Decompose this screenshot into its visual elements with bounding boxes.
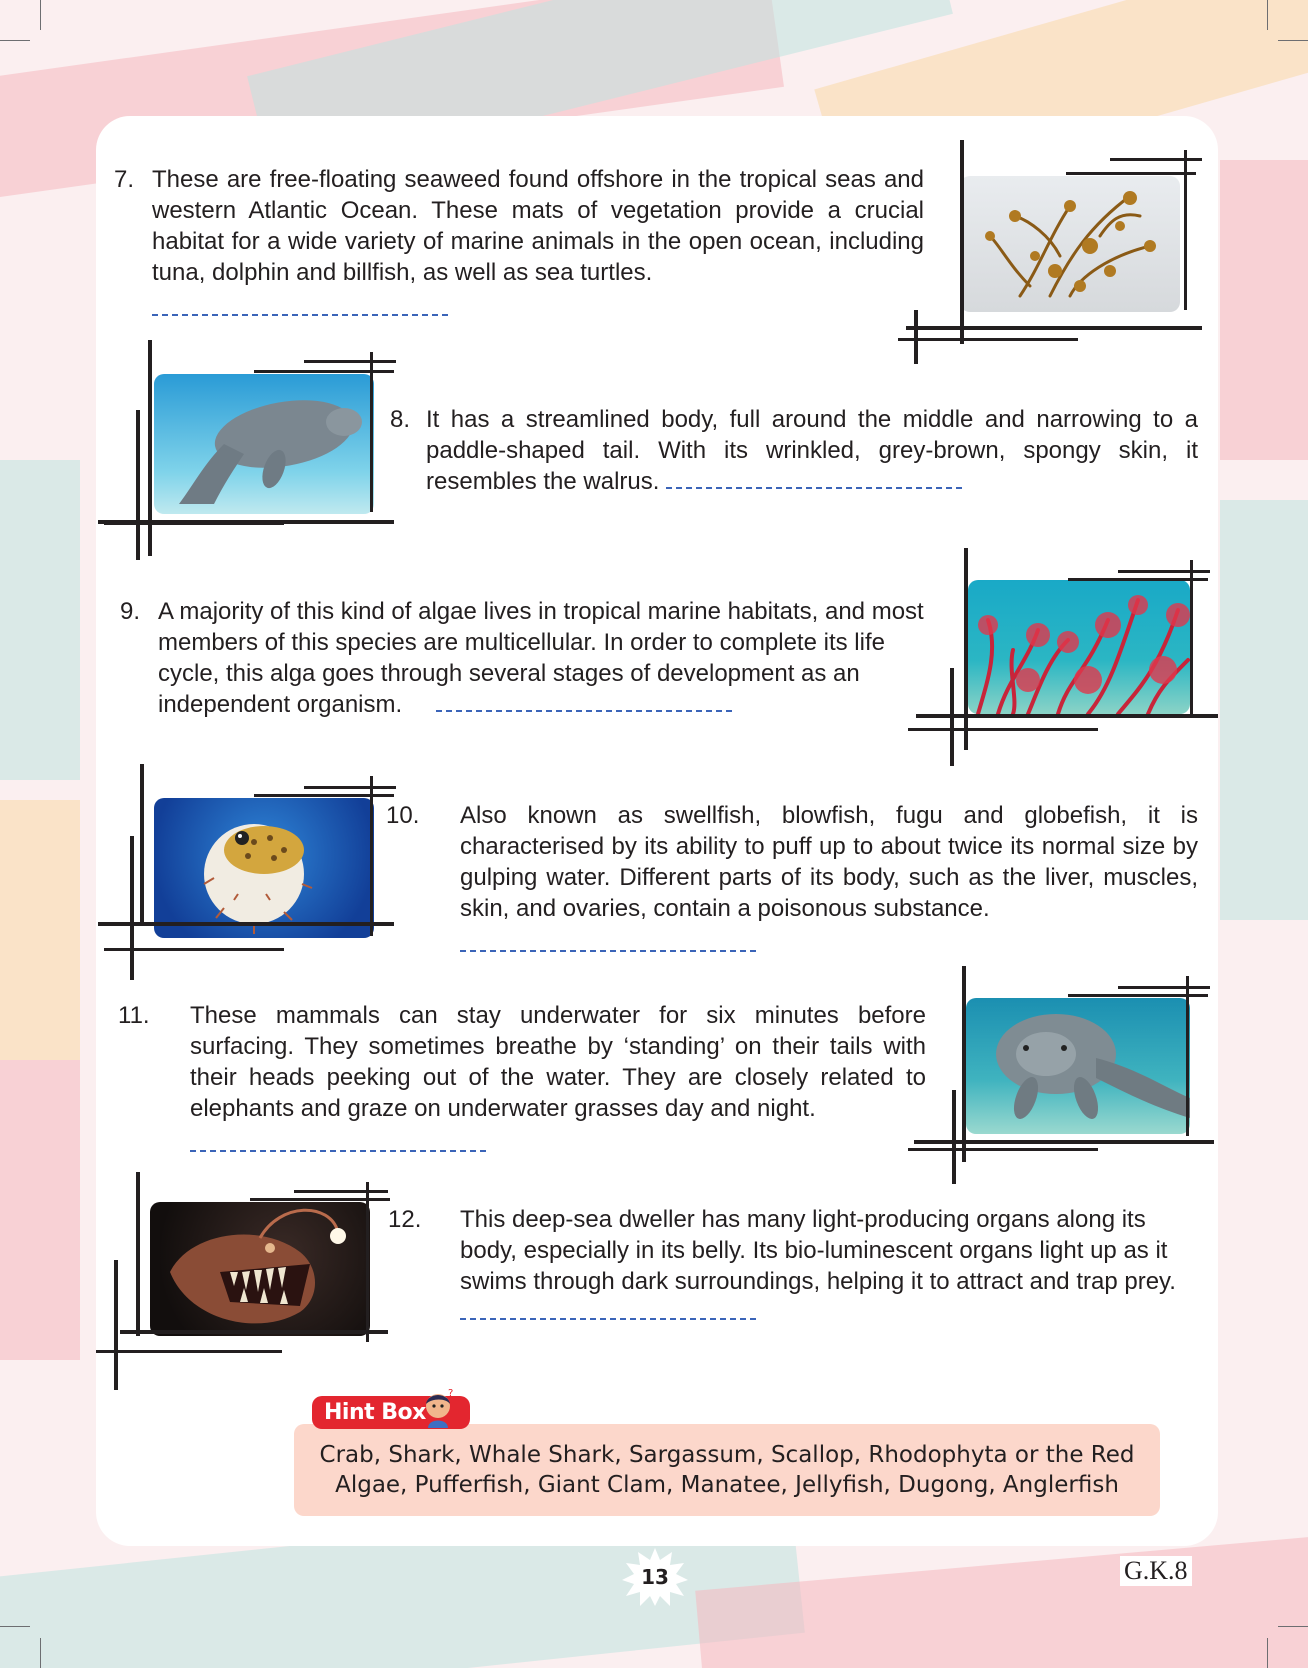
question-9: [120, 596, 932, 720]
question-number: 10.: [386, 802, 420, 829]
question-number: 8.: [390, 406, 411, 433]
answer-blank[interactable]: [460, 1300, 756, 1320]
pufferfish-image: [154, 798, 374, 938]
manatee-image: [154, 374, 374, 514]
question-text: These mammals can stay underwater for six minutes before surfacing. They sometimes breathe by ‘standing’ on their tails with their heads peeking out of the water. They are closely related to elephants and graze on underwater grasses day and night.: [190, 1002, 926, 1122]
question-number: 9.: [120, 598, 141, 625]
question-10: [386, 800, 1198, 952]
answer-blank[interactable]: [460, 930, 756, 952]
sargassum-image-frame: [910, 140, 1210, 364]
manatee-image-frame: [104, 340, 404, 564]
answer-blank[interactable]: [152, 294, 448, 316]
page-number: 13: [641, 1565, 669, 1589]
anglerfish-image-frame: [100, 1172, 400, 1390]
question-text: Also known as swellfish, blowfish, fugu and globefish, it is characterised by its ability to puff up to about twice its normal size by gulping water. Different parts of its body, such as the liver, muscles, skin, and ovaries, contain a poisonous substance.: [460, 802, 1198, 922]
question-8: [390, 404, 1198, 497]
anglerfish-image: [150, 1202, 370, 1336]
page-number-badge: [622, 1548, 688, 1606]
pufferfish-image-frame: [104, 764, 404, 984]
thinking-kid-icon: [418, 1388, 458, 1432]
hint-box-label: Hint Box: [312, 1396, 470, 1429]
hint-box-options: Crab, Shark, Whale Shark, Sargassum, Scallop, Rhodophyta or the Red Algae, Pufferfish, Giant Clam, Manatee, Jellyfish, Dugong, Anglerfish: [294, 1424, 1160, 1516]
answer-blank[interactable]: [436, 692, 732, 712]
question-number: 7.: [114, 166, 135, 193]
question-text: It has a streamlined body, full around the middle and narrowing to a paddle-shaped tail. With its wrinkled, grey-brown, spongy skin, it resembles the walrus.: [426, 406, 1198, 495]
book-code: G.K.8: [1120, 1556, 1192, 1586]
question-7: [114, 164, 924, 316]
question-text: This deep-sea dweller has many light-producing organs along its body, especially in its belly. Its bio-luminescent organs light up as it swims through dark surroundings, helping it to attract and trap prey.: [460, 1204, 1198, 1328]
red-algae-image-frame: [918, 548, 1218, 766]
question-text: A majority of this kind of algae lives in tropical marine habitats, and most members of this species are multicellular. In order to complete its life cycle, this alga goes through several stages of development as an independent organism.: [158, 598, 924, 718]
svg-text:?: ?: [448, 1388, 454, 1399]
question-text: These are free-floating seaweed found offshore in the tropical seas and western Atlantic Ocean. These mats of vegetation provide a crucial habitat for a wide variety of marine animals in the open ocean, including tuna, dolphin and billfish, as well as sea turtles.: [152, 166, 924, 286]
answer-blank[interactable]: [190, 1130, 486, 1152]
question-11: [118, 1000, 926, 1152]
red-algae-image: [968, 580, 1190, 714]
answer-blank[interactable]: [666, 469, 962, 489]
dugong-image: [966, 998, 1190, 1134]
question-12: [388, 1204, 1198, 1328]
question-number: 12.: [388, 1206, 422, 1233]
question-number: 11.: [118, 1002, 150, 1029]
dugong-image-frame: [918, 966, 1218, 1184]
sargassum-image: [960, 176, 1180, 312]
